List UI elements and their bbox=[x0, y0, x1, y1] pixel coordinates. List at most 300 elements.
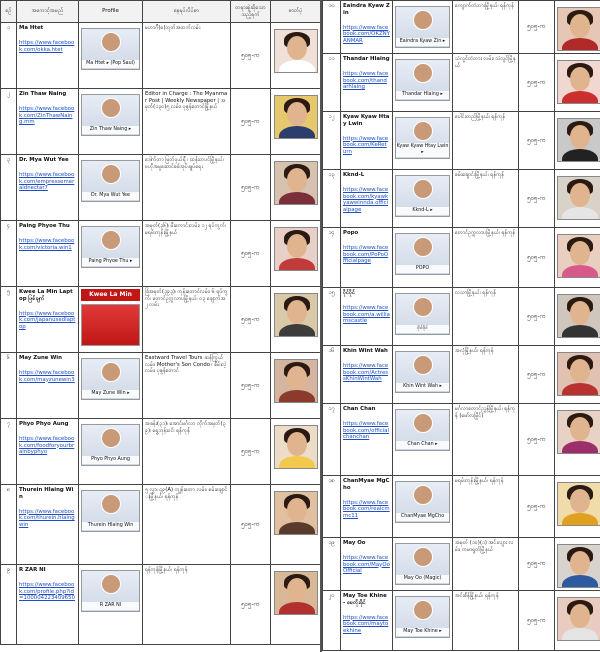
header-photo: ဓာတ်ပုံ bbox=[271, 1, 321, 23]
profile-image bbox=[81, 226, 140, 268]
row-number: ၁၆ bbox=[323, 346, 341, 404]
profile-image bbox=[395, 293, 450, 335]
row-number: ၁၅ bbox=[323, 288, 341, 346]
profile-cell bbox=[79, 89, 143, 155]
account-link[interactable]: https://www.facebook.com/empressemeraldnectar7 bbox=[19, 171, 75, 192]
profile-cell bbox=[393, 288, 453, 346]
table-row bbox=[1, 485, 321, 565]
person-photo bbox=[557, 597, 600, 641]
table-row bbox=[323, 1, 600, 54]
row-number: ၇ bbox=[1, 419, 17, 485]
profile-image bbox=[395, 351, 450, 393]
photo-face bbox=[570, 241, 590, 265]
row-number: ၁၂ bbox=[323, 112, 341, 170]
profile-cell bbox=[393, 538, 453, 591]
account-link[interactable]: https://www.facebook.com/profile.php?id=100004223409650 bbox=[19, 581, 75, 602]
photo-cell bbox=[271, 419, 321, 485]
account-name: Ma Htet bbox=[19, 25, 44, 31]
photo-cell bbox=[555, 170, 600, 228]
account-cell bbox=[341, 404, 393, 476]
account-link[interactable]: https://www.facebook.com/kyawkyawwinnda.officialpage bbox=[343, 186, 389, 213]
profile-name: Dr. Mya Wut Yee bbox=[82, 192, 139, 200]
profile-name: Ma Htet ▸ (Pop Saul) bbox=[82, 60, 139, 68]
account-cell bbox=[341, 170, 393, 228]
account-cell bbox=[341, 112, 393, 170]
profile-image bbox=[81, 570, 140, 612]
profile-name: Phyo Phyo Aung bbox=[82, 456, 139, 464]
photo-body bbox=[279, 390, 315, 403]
address-cell: ရန်ကုန်မြို့နယ်၊ ရန်ကုန် bbox=[143, 565, 231, 645]
account-name: May Zune Win bbox=[19, 355, 62, 361]
date-cell: ၅၀၅-က bbox=[519, 228, 555, 288]
photo-cell bbox=[271, 287, 321, 353]
right-table-column bbox=[320, 0, 600, 652]
photo-body bbox=[279, 258, 315, 271]
profile-name: May Toe Khine ▸ bbox=[396, 628, 449, 636]
account-link[interactable]: https://www.facebook.com/thandarhlaing bbox=[343, 70, 389, 91]
profile-avatar bbox=[413, 413, 433, 433]
account-name: Thandar Hlaing bbox=[343, 56, 390, 62]
row-number: ၁၈ bbox=[323, 476, 341, 538]
account-link[interactable]: https://www.facebook.com/realcmmc11 bbox=[343, 499, 390, 519]
photo-body bbox=[562, 628, 598, 641]
profile-image bbox=[395, 481, 450, 523]
account-name: May Toe Khine - မေတိုးခိုင် bbox=[343, 593, 387, 606]
profile-avatar bbox=[413, 355, 433, 375]
profile-cell bbox=[393, 1, 453, 54]
profile-avatar bbox=[101, 98, 121, 118]
photo-face bbox=[570, 14, 590, 38]
person-photo bbox=[274, 425, 318, 469]
photo-body bbox=[279, 126, 315, 139]
address-cell: ပေါင်းတည်မြို့နယ်၊ ရန်ကုန် bbox=[453, 112, 519, 170]
date-cell: ၅၀၅-က bbox=[231, 485, 271, 565]
profile-name: R ZAR NI bbox=[82, 602, 139, 610]
photo-body bbox=[562, 575, 598, 588]
profile-name: Kyaw Kyaw Htay Lwin ▸ bbox=[396, 144, 449, 156]
profile-avatar bbox=[413, 485, 433, 505]
address-cell: မင်္ဂလာတောင်ညွှန့်မြို့နယ်၊ ရန်ကုန် (မော်လမြိုင်) bbox=[453, 404, 519, 476]
photo-body bbox=[279, 522, 315, 535]
table-row bbox=[1, 287, 321, 353]
profile-name: Zin Thaw Naing ▸ bbox=[82, 126, 139, 134]
header-date: တရားစွဲဆိုသောသည့်ရက် bbox=[231, 1, 271, 23]
row-number: ၃ bbox=[1, 155, 17, 221]
address-cell: အမှတ် (၁၀)(၁) အင်းလျား လမ်း၊ ကမာရွတ်မြို့နယ် bbox=[453, 538, 519, 591]
address-cell: Eastward Travel Tours ဆန်ကြွယ်လမ်း၊ Mother's Son Condo ၊ စိမ်းလဲ့လမ်း၊ ပုဇွန်တောင် bbox=[143, 353, 231, 419]
row-number: ၅ bbox=[1, 287, 17, 353]
photo-face bbox=[570, 604, 590, 628]
profile-image bbox=[395, 117, 450, 159]
profile-image bbox=[81, 358, 140, 400]
photo-cell bbox=[271, 221, 321, 287]
account-name: Kwee La Min Laptop ဖြစ်ချက် bbox=[19, 289, 73, 302]
profile-image bbox=[395, 596, 450, 638]
date-cell: ၅၀၅-က bbox=[231, 353, 271, 419]
row-number: ၁ bbox=[1, 23, 17, 89]
account-cell bbox=[17, 353, 79, 419]
address-cell: Editor in Charge : The Myanmar Post | Weekly Newspaper | အမှတ်(၁၃၀)၅ လမ်း၊ ပုဇွန်တောင်မြို့နယ် bbox=[143, 89, 231, 155]
profile-name: Paing Phyoe Thu ▸ bbox=[82, 258, 139, 266]
account-link[interactable]: https://www.facebook.com/okka.htet bbox=[19, 39, 75, 53]
photo-cell bbox=[555, 228, 600, 288]
address-cell: ကျောက်တံတားမြို့နယ်၊ ရန်ကုန် bbox=[453, 1, 519, 54]
photo-face bbox=[287, 234, 307, 258]
profile-image bbox=[81, 304, 140, 346]
account-cell bbox=[17, 565, 79, 645]
account-name: Eaindra Kyaw Zin bbox=[343, 3, 390, 16]
profile-avatar bbox=[413, 10, 433, 30]
table-row bbox=[323, 288, 600, 346]
address-cell: ၅ လွှာ၊ ၄၉(A) ကျွန်းတော လမ်း၊ စမ်းချောင်းမြို့နယ်၊ ရန်ကုန် bbox=[143, 485, 231, 565]
address-cell: မရမ်းကုန်းမြို့နယ်၊ ရန်ကုန် bbox=[453, 476, 519, 538]
date-cell: ၅၀၅-က bbox=[519, 1, 555, 54]
address-cell: လသာမြို့နယ်၊ ရန်ကုန် bbox=[453, 288, 519, 346]
photo-cell bbox=[555, 288, 600, 346]
account-name: Popo bbox=[343, 230, 359, 236]
right-table bbox=[322, 0, 600, 651]
profile-image bbox=[81, 424, 140, 466]
account-link[interactable]: https://www.facebook.com/victoria.win1 bbox=[19, 237, 75, 251]
profile-cell bbox=[79, 485, 143, 565]
address-cell: ဒေါက်တာ မြတ်ဝှယ်ရီ ၊ ထန်းတပင်မြို့နယ်၊ ဗဟိုအမှုဆောင်စစ်အုပ်ချုပ်ရေး bbox=[143, 155, 231, 221]
account-cell bbox=[341, 346, 393, 404]
date-cell: ၅၀၅-က bbox=[519, 404, 555, 476]
photo-face bbox=[570, 67, 590, 91]
photo-cell bbox=[555, 538, 600, 591]
profile-name: Khin Wint Wah ▸ bbox=[396, 383, 449, 391]
profile-image bbox=[395, 6, 450, 48]
table-row bbox=[1, 353, 321, 419]
person-photo bbox=[274, 29, 318, 73]
account-cell bbox=[17, 419, 79, 485]
date-cell: ၅၀၅-က bbox=[231, 89, 271, 155]
profile-avatar bbox=[413, 179, 433, 199]
profile-avatar bbox=[101, 362, 121, 382]
date-cell: ၅၀၅-က bbox=[231, 155, 271, 221]
photo-cell bbox=[271, 155, 321, 221]
account-name: Dr. Mya Wut Yee bbox=[19, 157, 69, 163]
profile-image bbox=[395, 59, 450, 101]
account-cell bbox=[341, 591, 393, 651]
profile-cell bbox=[79, 221, 143, 287]
profile-cell bbox=[393, 228, 453, 288]
profile-avatar bbox=[101, 230, 121, 250]
table-row bbox=[1, 221, 321, 287]
person-photo bbox=[557, 7, 600, 51]
profile-title: Kwee La Min bbox=[81, 289, 140, 301]
photo-face bbox=[287, 300, 307, 324]
profile-avatar bbox=[413, 63, 433, 83]
profile-name: May Oo (Magic) bbox=[396, 575, 449, 583]
account-link[interactable]: https://www.facebook.com/KeReturn bbox=[343, 135, 389, 155]
left-table-body bbox=[1, 23, 321, 645]
date-cell: ၅၀၅-က bbox=[231, 419, 271, 485]
account-cell bbox=[341, 288, 393, 346]
account-link[interactable]: https://www.facebook.com/officialchanchan bbox=[343, 420, 389, 441]
profile-cell bbox=[393, 476, 453, 538]
account-cell bbox=[341, 228, 393, 288]
row-number: ၈ bbox=[1, 485, 17, 565]
profile-cell bbox=[79, 353, 143, 419]
photo-cell bbox=[555, 112, 600, 170]
account-name: Kknd-L bbox=[343, 172, 365, 178]
profile-name: Eaindra Kyaw Zin ▸ bbox=[396, 38, 449, 46]
account-cell bbox=[17, 155, 79, 221]
header-address: နေရပ်လိပ်စာ bbox=[143, 1, 231, 23]
profile-avatar bbox=[101, 428, 121, 448]
header-profile: Profile bbox=[79, 1, 143, 23]
photo-body bbox=[562, 441, 598, 454]
photo-cell bbox=[271, 485, 321, 565]
account-name: R ZAR NI bbox=[19, 567, 46, 573]
person-photo bbox=[557, 482, 600, 526]
address-cell: အခန်း(၃၁)၊ အောင်မင်္ဂလာ တိုက်အမှတ်(၃၉)၊ ရွှေဘုန်းပင်၊ ရန်ကုန် bbox=[143, 419, 231, 485]
profile-avatar bbox=[101, 32, 121, 52]
table-row bbox=[323, 476, 600, 538]
person-photo bbox=[274, 95, 318, 139]
photo-face bbox=[287, 366, 307, 390]
account-link[interactable]: https://www.facebook.com/maytoekhine bbox=[343, 614, 389, 634]
account-name: May Oo bbox=[343, 540, 366, 546]
row-number: ၂၀ bbox=[323, 591, 341, 651]
photo-body bbox=[562, 265, 598, 278]
account-cell bbox=[17, 287, 79, 353]
photo-body bbox=[279, 60, 315, 73]
account-cell bbox=[341, 1, 393, 54]
table-row bbox=[323, 346, 600, 404]
date-cell: ၅၀၅-က bbox=[519, 170, 555, 228]
account-cell bbox=[341, 538, 393, 591]
account-name: ChanMyae MgCho bbox=[343, 478, 390, 491]
row-number: ၁၄ bbox=[323, 228, 341, 288]
person-photo bbox=[557, 544, 600, 588]
person-photo bbox=[557, 60, 600, 104]
address-cell: မဟာဂီ(စ)ဘုတ်အထက်လမ်း bbox=[143, 23, 231, 89]
account-cell bbox=[17, 23, 79, 89]
person-photo bbox=[557, 410, 600, 454]
photo-body bbox=[562, 149, 598, 162]
photo-face bbox=[570, 183, 590, 207]
person-photo bbox=[274, 227, 318, 271]
account-name: Khin Wint Wah bbox=[343, 348, 388, 354]
row-number: ၉ bbox=[1, 565, 17, 645]
account-name: Phyo Phyo Aung bbox=[19, 421, 69, 427]
address-cell: အမှတ်(၃၆)၊ မီးကောင်းလမ်း၊ ၁၂ ရပ်ကွက်၊ မရမ်းကုန်းမြို့နယ် bbox=[143, 221, 231, 287]
account-cell bbox=[341, 54, 393, 112]
photo-face bbox=[570, 301, 590, 325]
date-cell: ၅၀၅-က bbox=[231, 23, 271, 89]
profile-avatar bbox=[101, 494, 121, 514]
person-photo bbox=[274, 161, 318, 205]
row-number: ၁၇ bbox=[323, 404, 341, 476]
date-cell: ၅၀၅-က bbox=[519, 112, 555, 170]
profile-image bbox=[395, 233, 450, 275]
row-number: ၂ bbox=[1, 89, 17, 155]
photo-body bbox=[562, 325, 598, 338]
account-cell bbox=[17, 89, 79, 155]
photo-body bbox=[279, 324, 315, 337]
photo-face bbox=[570, 551, 590, 575]
profile-avatar bbox=[413, 547, 433, 567]
profile-avatar bbox=[413, 121, 433, 141]
date-cell: ၅၀၅-က bbox=[231, 221, 271, 287]
person-photo bbox=[557, 234, 600, 278]
person-photo bbox=[557, 294, 600, 338]
left-table-header bbox=[1, 1, 321, 23]
profile-image bbox=[81, 28, 140, 70]
account-link[interactable]: https://www.facebook.com/ZinThawNaing.mm bbox=[19, 105, 75, 126]
photo-face bbox=[287, 102, 307, 126]
header-account: အကောင့်အမည် bbox=[17, 1, 79, 23]
address-cell: သံလွင်တံတား လမ်း၊ သံလွင်မြို့နယ် bbox=[453, 54, 519, 112]
account-name: ဝိုင်ဝိုင် bbox=[343, 290, 356, 296]
person-photo bbox=[557, 176, 600, 220]
profile-cell bbox=[79, 565, 143, 645]
profile-cell bbox=[393, 54, 453, 112]
profile-cell bbox=[393, 112, 453, 170]
account-link[interactable]: https://www.facebook.com/ActressKhinWintWah bbox=[343, 362, 389, 383]
address-cell: စမ်းချောင်းမြို့နယ်၊ ရန်ကုန် bbox=[453, 170, 519, 228]
account-link[interactable]: https://www.facebook.com/MayOoOfficial bbox=[343, 554, 390, 575]
table-row bbox=[323, 228, 600, 288]
date-cell: ၅၀၅-က bbox=[519, 538, 555, 591]
person-photo bbox=[274, 491, 318, 535]
photo-face bbox=[287, 432, 307, 456]
profile-name: Kknd-L ▸ bbox=[396, 207, 449, 215]
profile-name: Thandar Hlaing ▸ bbox=[396, 91, 449, 99]
account-link[interactable]: https://www.facebook.com/thurein.hlaingwin bbox=[19, 508, 75, 528]
profile-name: ဝိုင်ဝိုင် bbox=[396, 325, 449, 333]
profile-image bbox=[395, 543, 450, 585]
profile-avatar bbox=[413, 297, 433, 317]
row-number: ၁၃ bbox=[323, 170, 341, 228]
photo-cell bbox=[271, 89, 321, 155]
address-cell: ခြံအမှတ်(၃၉၃)၊ ကုန်းတောင်လမ်း၊ ၆ ရပ်ကွက်၊ တောင်ဥက္ကလာပမြို့နယ်၊ ဝ၃ ချောက်အ၂ လမ်း bbox=[143, 287, 231, 353]
photo-face bbox=[570, 359, 590, 383]
photo-body bbox=[562, 383, 598, 396]
account-cell bbox=[17, 485, 79, 565]
photo-face bbox=[287, 168, 307, 192]
profile-cell bbox=[393, 404, 453, 476]
profile-image bbox=[81, 94, 140, 136]
profile-cell bbox=[393, 346, 453, 404]
profile-name: POPO bbox=[396, 265, 449, 273]
photo-body bbox=[279, 456, 315, 469]
account-name: Thurein Hlaing Win bbox=[19, 487, 74, 500]
date-cell: ၅၀၅-က bbox=[231, 565, 271, 645]
photo-body bbox=[562, 91, 598, 104]
photo-cell bbox=[555, 591, 600, 651]
profile-avatar bbox=[413, 237, 433, 257]
photo-face bbox=[570, 417, 590, 441]
photo-face bbox=[287, 498, 307, 522]
profile-cell bbox=[79, 287, 143, 353]
person-photo bbox=[557, 352, 600, 396]
table-row bbox=[323, 538, 600, 591]
photo-body bbox=[279, 192, 315, 205]
account-cell bbox=[341, 476, 393, 538]
profile-cell bbox=[393, 591, 453, 651]
photo-cell bbox=[555, 346, 600, 404]
address-cell: အလုံမြို့နယ်၊ ရန်ကုန် bbox=[453, 346, 519, 404]
photo-cell bbox=[271, 353, 321, 419]
row-number: ၄ bbox=[1, 221, 17, 287]
person-photo bbox=[274, 359, 318, 403]
profile-name: Thurein Hlaing Win bbox=[82, 522, 139, 530]
date-cell: ၅၀၅-က bbox=[231, 287, 271, 353]
header-no: စဉ် bbox=[1, 1, 17, 23]
profile-name: May Zune Win ▸ bbox=[82, 390, 139, 398]
address-cell: တောင်ဥက္ကလာပမြို့နယ်၊ ရန်ကုန် bbox=[453, 228, 519, 288]
profile-name: ChanMyae MgCho bbox=[396, 513, 449, 521]
account-cell bbox=[17, 221, 79, 287]
account-name: Kyaw Kyaw Htay Lwin bbox=[343, 114, 390, 127]
account-link[interactable]: https://www.facebook.com/mayzunewin3 bbox=[19, 369, 75, 383]
date-cell: ၅၀၅-က bbox=[519, 346, 555, 404]
account-link[interactable]: https://www.facebook.com/foodforyourbrainbyphyo bbox=[19, 435, 75, 456]
date-cell: ၅၀၅-က bbox=[519, 54, 555, 112]
photo-cell bbox=[271, 565, 321, 645]
row-number: ၁၉ bbox=[323, 538, 341, 591]
profile-name: Chan Chan ▸ bbox=[396, 441, 449, 449]
profile-avatar bbox=[101, 164, 121, 184]
profile-image bbox=[81, 160, 140, 202]
table-row bbox=[1, 23, 321, 89]
photo-face bbox=[287, 578, 307, 602]
account-link[interactable]: https://www.facebook.com/PoPoOfficialpage bbox=[343, 244, 389, 265]
person-photo bbox=[274, 571, 318, 615]
account-name: Chan Chan bbox=[343, 406, 376, 412]
profile-avatar bbox=[413, 600, 433, 620]
photo-cell bbox=[555, 54, 600, 112]
person-photo bbox=[557, 118, 600, 162]
table-row bbox=[323, 112, 600, 170]
profile-cell bbox=[79, 23, 143, 89]
account-link[interactable]: https://www.facebook.com/japanusedlaptop bbox=[19, 310, 76, 330]
date-cell: ၅၀၅-က bbox=[519, 288, 555, 346]
photo-face bbox=[570, 125, 590, 149]
right-table-body bbox=[323, 1, 600, 651]
date-cell: ၅၀၅-က bbox=[519, 591, 555, 651]
photo-cell bbox=[271, 23, 321, 89]
row-number: ၁၀ bbox=[323, 1, 341, 54]
account-name: Zin Thaw Naing bbox=[19, 91, 67, 97]
table-row bbox=[1, 565, 321, 645]
photo-body bbox=[562, 207, 598, 220]
photo-cell bbox=[555, 404, 600, 476]
profile-cell bbox=[79, 155, 143, 221]
photo-cell bbox=[555, 1, 600, 54]
profile-cell bbox=[79, 419, 143, 485]
photo-body bbox=[562, 513, 598, 526]
table-row bbox=[1, 155, 321, 221]
account-link[interactable]: https://www.facebook.com/a.williamscastle bbox=[343, 304, 390, 325]
account-name: Paing Phyoe Thu bbox=[19, 223, 70, 229]
row-number: ၆ bbox=[1, 353, 17, 419]
person-photo bbox=[274, 293, 318, 337]
table-row bbox=[323, 54, 600, 112]
profile-cell bbox=[393, 170, 453, 228]
address-cell: အင်းစိန်မြို့နယ်၊ ရန်ကုန် bbox=[453, 591, 519, 651]
account-link[interactable]: https://www.facebook.com/OKZNYANMAR bbox=[343, 24, 390, 44]
profile-image bbox=[81, 490, 140, 532]
profile-avatar bbox=[101, 574, 121, 594]
photo-face bbox=[570, 489, 590, 513]
profile-image bbox=[395, 175, 450, 217]
table-row bbox=[323, 591, 600, 651]
table-row bbox=[323, 170, 600, 228]
